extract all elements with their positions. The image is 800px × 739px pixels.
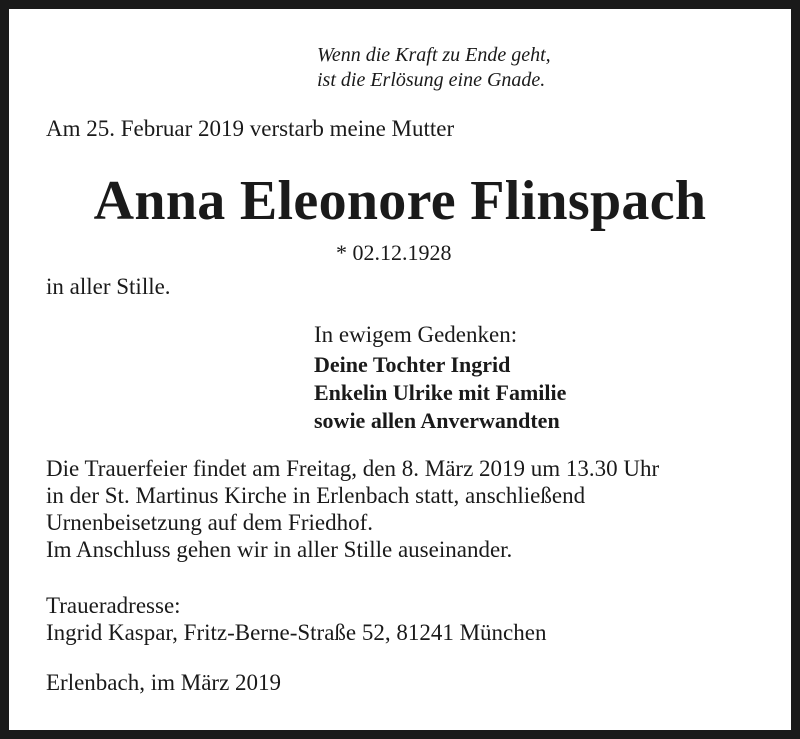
quote-line: Wenn die Kraft zu Ende geht, <box>317 44 551 66</box>
ceremony-line: Urnenbeisetzung auf dem Friedhof. <box>46 510 374 535</box>
address-label: Traueradresse: <box>46 593 181 618</box>
epigraph-quote <box>317 43 551 93</box>
mourners-list <box>314 351 566 435</box>
ceremony-info <box>46 455 659 563</box>
ceremony-line: in der St. Martinus Kirche in Erlenbach statt, anschließend <box>46 483 586 508</box>
mourning-address <box>46 592 546 646</box>
in-silence-text: in aller Stille. <box>46 274 171 299</box>
intro-text: Am 25. Februar 2019 verstarb meine Mutter <box>46 116 455 141</box>
place-date: Erlenbach, im März 2019 <box>46 670 282 695</box>
mourner-line: Deine Tochter Ingrid <box>314 352 511 377</box>
birth-date: * 02.12.1928 <box>336 240 452 265</box>
deceased-name: Anna Eleonore Flinspach <box>93 170 707 232</box>
quote-line: ist die Erlösung eine Gnade. <box>317 69 546 91</box>
mourner-line: sowie allen Anverwandten <box>314 408 560 433</box>
mourners-intro: In ewigem Gedenken: <box>314 322 518 347</box>
address-value: Ingrid Kaspar, Fritz-Berne-Straße 52, 81241 München <box>46 620 547 645</box>
ceremony-line: Im Anschluss gehen wir in aller Stille auseinander. <box>46 537 513 562</box>
mourner-line: Enkelin Ulrike mit Familie <box>314 380 567 405</box>
ceremony-line: Die Trauerfeier findet am Freitag, den 8. März 2019 um 13.30 Uhr <box>46 456 660 481</box>
